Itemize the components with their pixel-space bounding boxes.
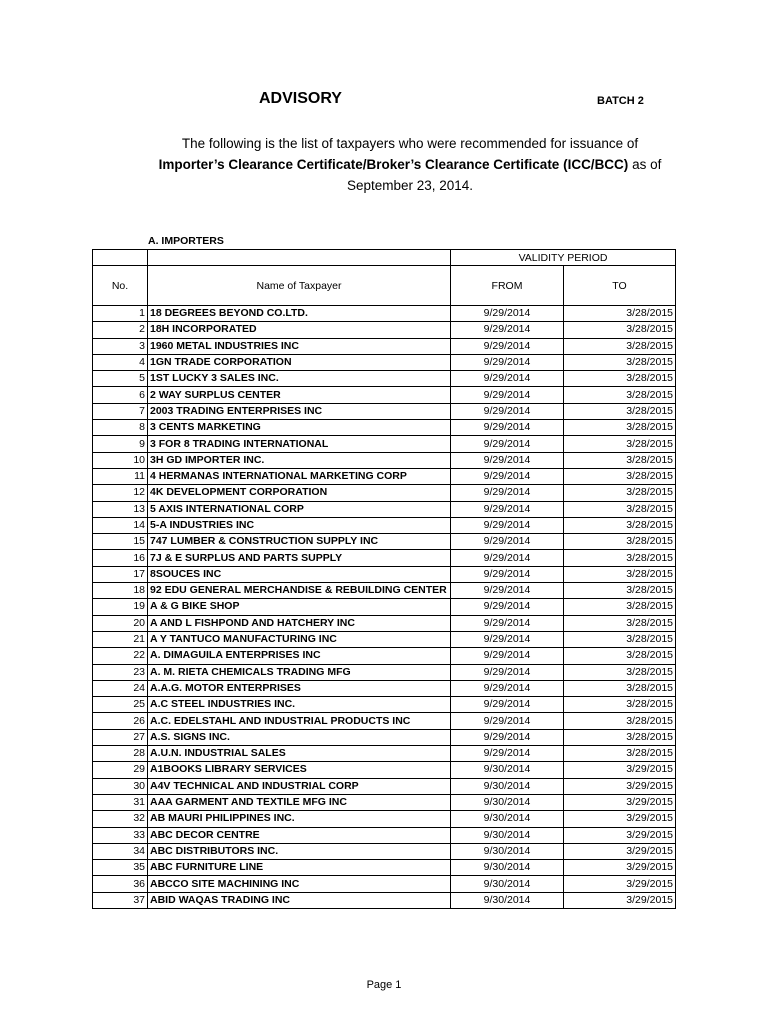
table-row [93, 664, 676, 680]
validity-from: 9/29/2014 [451, 599, 564, 615]
validity-to: 3/28/2015 [564, 420, 676, 436]
table-header-row-validity [93, 250, 676, 266]
taxpayer-name: A.U.N. INDUSTRIAL SALES [148, 746, 451, 762]
taxpayer-name: A & G BIKE SHOP [148, 599, 451, 615]
table-row [93, 599, 676, 615]
taxpayer-name: ABC FURNITURE LINE [148, 860, 451, 876]
table-row [93, 468, 676, 484]
taxpayer-name: 747 LUMBER & CONSTRUCTION SUPPLY INC [148, 534, 451, 550]
row-number: 24 [93, 680, 148, 696]
table-row [93, 501, 676, 517]
taxpayer-name: A1BOOKS LIBRARY SERVICES [148, 762, 451, 778]
row-number: 2 [93, 322, 148, 338]
validity-to: 3/29/2015 [564, 811, 676, 827]
validity-to: 3/28/2015 [564, 631, 676, 647]
table-header-row [93, 266, 676, 306]
table-row [93, 729, 676, 745]
row-number: 22 [93, 648, 148, 664]
validity-from: 9/29/2014 [451, 436, 564, 452]
row-number: 26 [93, 713, 148, 729]
validity-to: 3/28/2015 [564, 615, 676, 631]
row-number: 36 [93, 876, 148, 892]
taxpayer-name: 18H INCORPORATED [148, 322, 451, 338]
row-number: 6 [93, 387, 148, 403]
validity-from: 9/29/2014 [451, 338, 564, 354]
row-number: 35 [93, 860, 148, 876]
intro-line-2-rest: as of [628, 157, 662, 172]
table-row [93, 550, 676, 566]
validity-from: 9/29/2014 [451, 322, 564, 338]
validity-from: 9/29/2014 [451, 550, 564, 566]
validity-to: 3/28/2015 [564, 387, 676, 403]
validity-to: 3/28/2015 [564, 550, 676, 566]
row-number: 3 [93, 338, 148, 354]
row-number: 25 [93, 697, 148, 713]
taxpayer-name: A.A.G. MOTOR ENTERPRISES [148, 680, 451, 696]
table-row [93, 615, 676, 631]
validity-from: 9/29/2014 [451, 566, 564, 582]
taxpayer-name: A. DIMAGUILA ENTERPRISES INC [148, 648, 451, 664]
taxpayer-name: ABCCO SITE MACHINING INC [148, 876, 451, 892]
validity-to: 3/29/2015 [564, 843, 676, 859]
table-row [93, 648, 676, 664]
page-number: Page 1 [366, 979, 402, 991]
taxpayer-name: 1960 METAL INDUSTRIES INC [148, 338, 451, 354]
batch-label: BATCH 2 [597, 95, 644, 107]
validity-to: 3/28/2015 [564, 452, 676, 468]
validity-to: 3/29/2015 [564, 827, 676, 843]
validity-from: 9/30/2014 [451, 811, 564, 827]
validity-from: 9/29/2014 [451, 387, 564, 403]
validity-to: 3/28/2015 [564, 338, 676, 354]
taxpayer-name: 3H GD IMPORTER INC. [148, 452, 451, 468]
validity-from: 9/30/2014 [451, 892, 564, 908]
taxpayer-name: 2003 TRADING ENTERPRISES INC [148, 403, 451, 419]
validity-from: 9/29/2014 [451, 697, 564, 713]
taxpayer-name: AB MAURI PHILIPPINES INC. [148, 811, 451, 827]
taxpayer-name: 2 WAY SURPLUS CENTER [148, 387, 451, 403]
table-row [93, 306, 676, 322]
row-number: 16 [93, 550, 148, 566]
table-row [93, 420, 676, 436]
validity-to: 3/28/2015 [564, 664, 676, 680]
validity-from: 9/29/2014 [451, 306, 564, 322]
validity-to: 3/29/2015 [564, 860, 676, 876]
row-number: 30 [93, 778, 148, 794]
intro-line-3: September 23, 2014. [346, 178, 474, 193]
row-number: 33 [93, 827, 148, 843]
table-row [93, 452, 676, 468]
table-row [93, 517, 676, 533]
table-row [93, 680, 676, 696]
section-label-importers: A. IMPORTERS [148, 235, 224, 247]
validity-to: 3/28/2015 [564, 599, 676, 615]
taxpayer-name: 18 DEGREES BEYOND CO.LTD. [148, 306, 451, 322]
table-row [93, 746, 676, 762]
validity-from: 9/29/2014 [451, 631, 564, 647]
table-row [93, 354, 676, 370]
row-number: 5 [93, 371, 148, 387]
validity-to: 3/28/2015 [564, 371, 676, 387]
validity-from: 9/30/2014 [451, 778, 564, 794]
taxpayer-name: 92 EDU GENERAL MERCHANDISE & REBUILDING CENTER [148, 583, 451, 599]
table-row [93, 892, 676, 908]
row-number: 19 [93, 599, 148, 615]
validity-to: 3/28/2015 [564, 697, 676, 713]
validity-from: 9/29/2014 [451, 729, 564, 745]
table-row [93, 387, 676, 403]
row-number: 32 [93, 811, 148, 827]
validity-period-header: VALIDITY PERIOD [451, 250, 676, 266]
row-number: 23 [93, 664, 148, 680]
table-row [93, 811, 676, 827]
table-row [93, 583, 676, 599]
validity-to: 3/28/2015 [564, 485, 676, 501]
validity-to: 3/29/2015 [564, 762, 676, 778]
taxpayer-name: 3 FOR 8 TRADING INTERNATIONAL [148, 436, 451, 452]
taxpayer-name: A.C. EDELSTAHL AND INDUSTRIAL PRODUCTS INC [148, 713, 451, 729]
table-row [93, 322, 676, 338]
taxpayer-name: A4V TECHNICAL AND INDUSTRIAL CORP [148, 778, 451, 794]
row-number: 9 [93, 436, 148, 452]
validity-from: 9/29/2014 [451, 517, 564, 533]
validity-from: 9/29/2014 [451, 468, 564, 484]
taxpayer-name: 1ST LUCKY 3 SALES INC. [148, 371, 451, 387]
validity-from: 9/29/2014 [451, 354, 564, 370]
table-row [93, 778, 676, 794]
taxpayer-name: A.C STEEL INDUSTRIES INC. [148, 697, 451, 713]
row-number: 4 [93, 354, 148, 370]
validity-to: 3/29/2015 [564, 794, 676, 810]
validity-from: 9/30/2014 [451, 762, 564, 778]
row-number: 15 [93, 534, 148, 550]
validity-from: 9/29/2014 [451, 680, 564, 696]
validity-to: 3/28/2015 [564, 322, 676, 338]
row-number: 7 [93, 403, 148, 419]
taxpayer-name: 4 HERMANAS INTERNATIONAL MARKETING CORP [148, 468, 451, 484]
validity-to: 3/28/2015 [564, 566, 676, 582]
taxpayer-name: 1GN TRADE CORPORATION [148, 354, 451, 370]
validity-to: 3/28/2015 [564, 354, 676, 370]
row-number: 31 [93, 794, 148, 810]
table-row [93, 697, 676, 713]
taxpayer-name: ABC DISTRIBUTORS INC. [148, 843, 451, 859]
validity-from: 9/29/2014 [451, 746, 564, 762]
validity-to: 3/28/2015 [564, 713, 676, 729]
document-title: ADVISORY [259, 90, 342, 107]
taxpayer-table [92, 249, 676, 909]
taxpayer-name: 8SOUCES INC [148, 566, 451, 582]
taxpayer-name: ABC DECOR CENTRE [148, 827, 451, 843]
intro-certificate-name: Importer’s Clearance Certificate/Broker’s Clearance Certificate (ICC/BCC) [158, 157, 629, 172]
row-number: 21 [93, 631, 148, 647]
table-row [93, 403, 676, 419]
taxpayer-name: A. M. RIETA CHEMICALS TRADING MFG [148, 664, 451, 680]
validity-from: 9/29/2014 [451, 534, 564, 550]
validity-from: 9/29/2014 [451, 583, 564, 599]
taxpayer-name: 4K DEVELOPMENT CORPORATION [148, 485, 451, 501]
row-number: 27 [93, 729, 148, 745]
validity-to: 3/28/2015 [564, 436, 676, 452]
row-number: 8 [93, 420, 148, 436]
taxpayer-name: 5-A INDUSTRIES INC [148, 517, 451, 533]
validity-from: 9/29/2014 [451, 664, 564, 680]
validity-to: 3/28/2015 [564, 517, 676, 533]
validity-to: 3/28/2015 [564, 648, 676, 664]
validity-to: 3/28/2015 [564, 729, 676, 745]
validity-to: 3/29/2015 [564, 778, 676, 794]
row-number: 12 [93, 485, 148, 501]
taxpayer-name: A.S. SIGNS INC. [148, 729, 451, 745]
row-number: 11 [93, 468, 148, 484]
taxpayer-name: 7J & E SURPLUS AND PARTS SUPPLY [148, 550, 451, 566]
row-number: 18 [93, 583, 148, 599]
row-number: 1 [93, 306, 148, 322]
table-row [93, 876, 676, 892]
table-row [93, 534, 676, 550]
validity-from: 9/30/2014 [451, 794, 564, 810]
validity-to: 3/29/2015 [564, 892, 676, 908]
taxpayer-name: 3 CENTS MARKETING [148, 420, 451, 436]
validity-to: 3/28/2015 [564, 306, 676, 322]
row-number: 20 [93, 615, 148, 631]
validity-from: 9/29/2014 [451, 713, 564, 729]
column-header-to: TO [564, 266, 676, 306]
table-row [93, 794, 676, 810]
table-row [93, 843, 676, 859]
row-number: 37 [93, 892, 148, 908]
validity-from: 9/29/2014 [451, 615, 564, 631]
validity-from: 9/29/2014 [451, 403, 564, 419]
intro-paragraph [120, 133, 700, 196]
validity-to: 3/28/2015 [564, 746, 676, 762]
validity-to: 3/28/2015 [564, 583, 676, 599]
table-row [93, 860, 676, 876]
row-number: 34 [93, 843, 148, 859]
table-row [93, 371, 676, 387]
validity-to: 3/28/2015 [564, 680, 676, 696]
taxpayer-name: ABID WAQAS TRADING INC [148, 892, 451, 908]
row-number: 13 [93, 501, 148, 517]
table-row [93, 436, 676, 452]
column-header-name: Name of Taxpayer [148, 266, 451, 306]
table-row [93, 827, 676, 843]
validity-to: 3/28/2015 [564, 534, 676, 550]
validity-to: 3/28/2015 [564, 403, 676, 419]
validity-from: 9/29/2014 [451, 485, 564, 501]
row-number: 29 [93, 762, 148, 778]
validity-to: 3/28/2015 [564, 501, 676, 517]
validity-from: 9/30/2014 [451, 860, 564, 876]
taxpayer-name: A Y TANTUCO MANUFACTURING INC [148, 631, 451, 647]
validity-from: 9/29/2014 [451, 371, 564, 387]
table-row [93, 566, 676, 582]
row-number: 14 [93, 517, 148, 533]
taxpayer-name: A AND L FISHPOND AND HATCHERY INC [148, 615, 451, 631]
validity-from: 9/30/2014 [451, 827, 564, 843]
table-row [93, 338, 676, 354]
validity-from: 9/29/2014 [451, 648, 564, 664]
row-number: 17 [93, 566, 148, 582]
validity-to: 3/29/2015 [564, 876, 676, 892]
header-cell-blank-name [148, 250, 451, 266]
taxpayer-name: AAA GARMENT AND TEXTILE MFG INC [148, 794, 451, 810]
header-cell-blank-no [93, 250, 148, 266]
row-number: 28 [93, 746, 148, 762]
validity-from: 9/30/2014 [451, 876, 564, 892]
column-header-no: No. [93, 266, 148, 306]
validity-from: 9/29/2014 [451, 452, 564, 468]
validity-from: 9/29/2014 [451, 420, 564, 436]
intro-line-1: The following is the list of taxpayers who were recommended for issuance of [181, 136, 639, 151]
validity-to: 3/28/2015 [564, 468, 676, 484]
validity-from: 9/29/2014 [451, 501, 564, 517]
column-header-from: FROM [451, 266, 564, 306]
validity-from: 9/30/2014 [451, 843, 564, 859]
row-number: 10 [93, 452, 148, 468]
table-row [93, 762, 676, 778]
table-row [93, 631, 676, 647]
table-row [93, 485, 676, 501]
taxpayer-name: 5 AXIS INTERNATIONAL CORP [148, 501, 451, 517]
table-row [93, 713, 676, 729]
